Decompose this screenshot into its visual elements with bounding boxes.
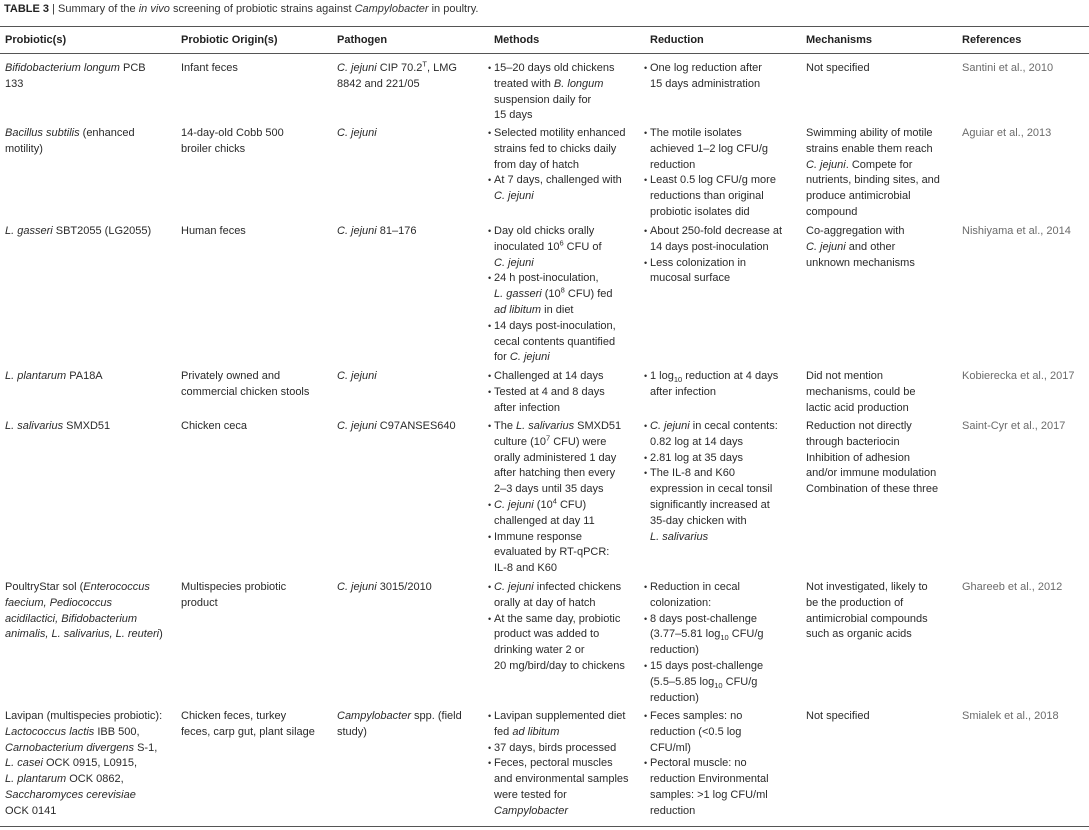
cell-probiotic: Bacillus subtilis (enhanced motility) <box>5 127 135 155</box>
header-references: References <box>962 34 1022 46</box>
cell-reference: Nishiyama et al., 2014 <box>962 225 1071 237</box>
reduction-bullet-item: • 8 days post-challenge (3.77–5.81 $\log_{10} CFU/g$ reduction) <box>646 612 798 659</box>
cell-origin: Privately owned and commercial chicken stools <box>181 370 310 398</box>
cell-origin: Human feces <box>181 225 246 237</box>
cell-probiotic: PoultryStar sol (Enterococcus faecium, Pediococcus acidilactici, Bifidobacterium animalis, L. salivarius, L. reuteri) <box>5 581 163 641</box>
cell-origin: Chicken ceca <box>181 420 248 432</box>
cell-reference: Saint-Cyr et al., 2017 <box>962 420 1066 432</box>
header-reduction: Reduction <box>650 34 704 46</box>
cell-mechanisms: Not specified <box>806 710 870 722</box>
cell-reference: Ghareeb et al., 2012 <box>962 581 1063 593</box>
cell-probiotic: Bifidobacterium longum PCB 133 <box>5 62 146 90</box>
cell-reduction <box>646 419 798 545</box>
reduction-bullet-item: • Less colonization in mucosal surface <box>646 256 798 288</box>
reduction-bullet-item: • Pectoral muscle: no reduction Environmental samples: >1 log CFU/ml reduction <box>646 756 798 819</box>
reduction-bullet-item: • 15 days post-challenge (5.5–5.85 $\log_{10} CFU/g$ reduction) <box>646 659 798 706</box>
reduction-bullet-item: • The IL-8 and K60 expression in cecal tonsil significantly increased at 35-day chicken with L. salivarius <box>646 466 798 545</box>
cell-mechanisms: Reduction not directly through bacteriocin Inhibition of adhesion and/or immune modulation Combination of these three <box>806 420 939 496</box>
header-methods: Methods <box>494 34 540 46</box>
header-rule <box>0 53 1089 54</box>
cell-mechanisms: Co-aggregation with C. jejuni and other unknown mechanisms <box>806 225 915 269</box>
methods-bullet-item: • Challenged at 14 days <box>490 369 642 385</box>
cell-pathogen: C. jejuni <box>337 127 377 139</box>
cell-reference: Smialek et al., 2018 <box>962 710 1059 722</box>
reduction-bullet-item: • Reduction in cecal colonization: <box>646 580 798 612</box>
cell-pathogen: C. jejuni 3015/2010 <box>337 581 432 593</box>
cell-methods <box>490 224 642 366</box>
cell-reduction <box>646 224 798 287</box>
cell-probiotic: L. plantarum PA18A <box>5 370 103 382</box>
cell-reference: Santini et al., 2010 <box>962 62 1054 74</box>
table-label: TABLE 3 <box>4 3 50 15</box>
cell-methods <box>490 126 642 205</box>
cell-reduction <box>646 709 798 820</box>
methods-bullet-item: • At the same day, probiotic product was added to drinking water 2 or 20 mg/bird/day to chickens <box>490 612 642 675</box>
cell-probiotic: Lavipan (multispecies probiotic): Lactococcus lactis IBB 500, Carnobacterium divergens S-1, L. casei OCK 0915, L0915, L. plantarum OCK 0862, Saccharomyces cerevisiae OCK 0141 <box>5 710 163 817</box>
methods-bullet-item: • C. jejuni infected chickens orally at day of hatch <box>490 580 642 612</box>
cell-origin: Chicken feces, turkey feces, carp gut, plant silage <box>181 710 315 738</box>
cell-methods <box>490 369 642 416</box>
header-mechanisms: Mechanisms <box>806 34 873 46</box>
cell-pathogen: Campylobacter spp. (field study) <box>337 710 462 738</box>
cell-methods <box>490 419 642 577</box>
methods-bullet-item: • 24 h post-inoculation, L. gasseri ($10^8$ CFU) fed ad libitum in diet <box>490 271 642 318</box>
cell-reduction <box>646 126 798 221</box>
methods-bullet-item: • 15–20 days old chickens treated with B. longum suspension daily for 15 days <box>490 61 642 124</box>
cell-reduction <box>646 61 798 93</box>
cell-reduction <box>646 580 798 706</box>
table-caption: TABLE 3 | Summary of the in vivo screening of probiotic strains against Campylobacter in poultry. <box>4 3 479 15</box>
reduction-bullet-item: • 1 $\log_{10}$ reduction at 4 days after infection <box>646 369 798 401</box>
cell-probiotic: L. gasseri SBT2055 (LG2055) <box>5 225 152 237</box>
cell-methods <box>490 61 642 124</box>
methods-bullet-item: • C. jejuni ($10^4$ CFU) challenged at day 11 <box>490 498 642 530</box>
cell-mechanisms: Swimming ability of motile strains enable them reach C. jejuni. Compete for nutrients, binding sites, and produce antimicrobial compound <box>806 127 940 218</box>
methods-bullet-item: • Immune response evaluated by RT-qPCR: IL-8 and K60 <box>490 530 642 577</box>
header-probiotics: Probiotic(s) <box>5 34 67 46</box>
cell-origin: 14-day-old Cobb 500 broiler chicks <box>181 127 284 155</box>
cell-pathogen: C. jejuni <box>337 370 377 382</box>
header-origin: Probiotic Origin(s) <box>181 34 278 46</box>
reduction-bullet-item: • 2.81 log at 35 days <box>646 451 798 467</box>
cell-mechanisms: Not specified <box>806 62 870 74</box>
methods-bullet-item: • 14 days post-inoculation, cecal contents quantified for C. jejuni <box>490 319 642 366</box>
bottom-rule <box>0 826 1089 827</box>
reduction-bullet-item: • C. jejuni in cecal contents: 0.82 log at 14 days <box>646 419 798 451</box>
cell-pathogen: C. jejuni C97ANSES640 <box>337 420 456 432</box>
top-rule <box>0 26 1089 27</box>
reduction-bullet-item: • The motile isolates achieved 1–2 log CFU/g reduction <box>646 126 798 173</box>
cell-origin: Infant feces <box>181 62 238 74</box>
reduction-bullet-item: • Feces samples: no reduction (<0.5 log CFU/ml) <box>646 709 798 756</box>
reduction-bullet-item: • Least 0.5 log CFU/g more reductions than original probiotic isolates did <box>646 173 798 220</box>
cell-probiotic: L. salivarius SMXD51 <box>5 420 111 432</box>
cell-origin: Multispecies probiotic product <box>181 581 287 609</box>
methods-bullet-item: • The L. salivarius SMXD51 culture ($10^7$ CFU) were orally administered 1 day after hatching then every 2–3 days until 35 days <box>490 419 642 498</box>
cell-pathogen: C. jejuni CIP $70.2^T$, LMG 8842 and 221/05 <box>337 59 457 90</box>
cell-mechanisms: Not investigated, likely to be the production of antimicrobial compounds such as organic acids <box>806 581 928 641</box>
cell-reference: Kobierecka et al., 2017 <box>962 370 1075 382</box>
methods-bullet-item: • Selected motility enhanced strains fed to chicks daily from day of hatch <box>490 126 642 173</box>
cell-reduction <box>646 369 798 401</box>
reduction-bullet-item: • One log reduction after 15 days administration <box>646 61 798 93</box>
cell-methods <box>490 709 642 820</box>
cell-pathogen: C. jejuni 81–176 <box>337 225 417 237</box>
reduction-bullet-item: • About 250-fold decrease at 14 days post-inoculation <box>646 224 798 256</box>
methods-bullet-item: • Feces, pectoral muscles and environmental samples were tested for Campylobacter <box>490 756 642 819</box>
cell-reference: Aguiar et al., 2013 <box>962 127 1052 139</box>
cell-mechanisms: Did not mention mechanisms, could be lactic acid production <box>806 370 916 414</box>
header-pathogen: Pathogen <box>337 34 388 46</box>
methods-bullet-item: • 37 days, birds processed <box>490 741 642 757</box>
methods-bullet-item: • Tested at 4 and 8 days after infection <box>490 385 642 417</box>
cell-methods <box>490 580 642 675</box>
methods-bullet-item: • At 7 days, challenged with C. jejuni <box>490 173 642 205</box>
methods-bullet-item: • Day old chicks orally inoculated $10^6$ CFU of C. jejuni <box>490 224 642 271</box>
methods-bullet-item: • Lavipan supplemented diet fed ad libitum <box>490 709 642 741</box>
